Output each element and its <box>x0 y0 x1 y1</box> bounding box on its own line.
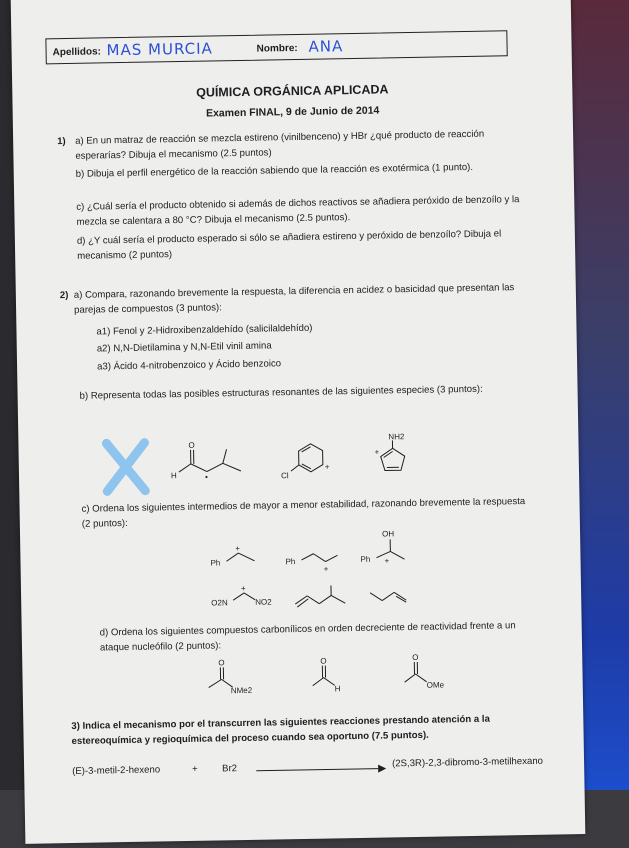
q1c-text: c) ¿Cuál sería el producto obtenido si además de dichos reactivos se añadiera peróxido de benzoílo y la mezcla se calentara a 80 °C? Dibuja el mecanismo (2.5 puntos). <box>76 194 520 228</box>
label-o: O <box>412 652 419 663</box>
radical-dot: • <box>204 472 208 482</box>
q3-plus: + <box>192 763 198 775</box>
q2b-text: b) Representa todas las posibles estructuras resonantes de las siguientes especies (3 puntos): <box>79 383 483 402</box>
label-h: H <box>170 471 177 481</box>
label-ome: OMe <box>426 680 445 690</box>
label-o2n: O2N <box>211 598 228 608</box>
label-ph: Ph <box>360 554 371 564</box>
q3-product: (2S,3R)-2,3-dibromo-3-metilhexano <box>391 755 544 770</box>
label-plus: + <box>324 462 330 472</box>
carbonyl-aldehyde <box>308 655 359 696</box>
q1b-text: b) Dibuja el perfil energético de la reacción sabiendo que la reacción es exotérmica (1 punto). <box>75 161 474 180</box>
q2a3-text: a3) Ácido 4-nitrobenzoico y Ácido benzoico <box>97 358 282 373</box>
name-box <box>45 30 507 64</box>
q3-reactant: (E)-3-metil-2-hexeno <box>72 764 161 777</box>
page-subtitle: Examen FINAL, 9 de Junio de 2014 <box>205 104 380 120</box>
q2a-text: a) Compara, razonando brevemente la respuesta, la diferencia en acidez o basicidad que presentan las parejas de compuestos (3 puntos): <box>73 282 515 316</box>
nombre-handwritten: ANA <box>308 37 344 56</box>
q3-text: 3) Indica el mecanismo por el transcurren las siguientes reacciones prestando atención a la estereoquímica y regioquímica del proceso cuando sea oportuno (7.5 puntos). <box>71 713 490 747</box>
label-plus: + <box>374 447 380 457</box>
q2d-text: d) Ordena los siguientes compuestos carbonílicos en orden decreciente de reactividad frente a un ataque nucleófilo (2 puntos): <box>99 620 516 654</box>
intermediate-allyl-cation <box>366 582 426 609</box>
carbonyl-ester <box>400 651 461 692</box>
label-plus: + <box>323 564 329 574</box>
q1-number: 1) <box>57 136 66 148</box>
structure-chlorocyclohexadienyl-cation <box>280 437 341 486</box>
label-plus: + <box>235 544 241 554</box>
q2-number: 2) <box>59 289 69 302</box>
intermediate-ph-cation-2 <box>285 545 346 576</box>
q2a1-text: a1) Fenol y 2-Hidroxibenzaldehído (salicilaldehído) <box>96 322 313 338</box>
nombre-label: Nombre: <box>256 42 298 55</box>
page-title: QUÍMICA ORGÁNICA APLICADA <box>196 82 389 100</box>
label-nme2: NMe2 <box>230 685 253 696</box>
blue-x-mark <box>100 437 151 498</box>
structure-enal-radical <box>168 435 269 487</box>
carbonyl-amide <box>202 656 273 697</box>
q2a2-text: a2) N,N-Dietilamina y N,N-Etil vinil amina <box>96 340 272 355</box>
label-oh: OH <box>381 529 395 539</box>
label-cl: Cl <box>280 471 289 481</box>
reaction-arrow <box>256 763 386 777</box>
apellidos-handwritten: MAS MURCIA <box>106 39 213 60</box>
intermediate-ph-hydroxy-cation <box>360 527 421 572</box>
intermediate-dinitro-cation <box>211 582 282 613</box>
q1d-text: d) ¿Y cuál sería el producto esperado si sólo se añadiera estireno y peróxido de benzoílo? Dibuja el mecanismo (2 puntos) <box>76 228 502 262</box>
label-plus: + <box>384 556 390 566</box>
label-ph: Ph <box>210 558 221 568</box>
label-nh2: NH2 <box>388 432 405 442</box>
q3-reagent: Br2 <box>222 763 238 775</box>
label-ph: Ph <box>285 557 296 567</box>
exam-sheet <box>11 0 586 844</box>
q2c-text: c) Ordena los siguientes intermedios de mayor a menor estabilidad, razonando brevemente la respuesta (2 puntos): <box>81 496 526 530</box>
label-o: O <box>188 440 195 450</box>
label-h: H <box>334 684 341 694</box>
label-plus: + <box>240 583 246 594</box>
label-o: O <box>320 656 327 666</box>
structure-aminocyclopentadienyl-cation <box>366 432 423 483</box>
label-o: O <box>218 658 225 668</box>
label-no2: NO2 <box>255 597 272 607</box>
intermediate-diene-cation <box>291 581 362 612</box>
apellidos-label: Apellidos: <box>52 46 102 59</box>
intermediate-ph-cation-1 <box>210 545 271 576</box>
q1a-text: a) En un matraz de reacción se mezcla estireno (vinilbenceno) y HBr ¿qué producto de reacción esperarías? Dibuja el mecanismo (2.5 puntos) <box>75 128 485 162</box>
